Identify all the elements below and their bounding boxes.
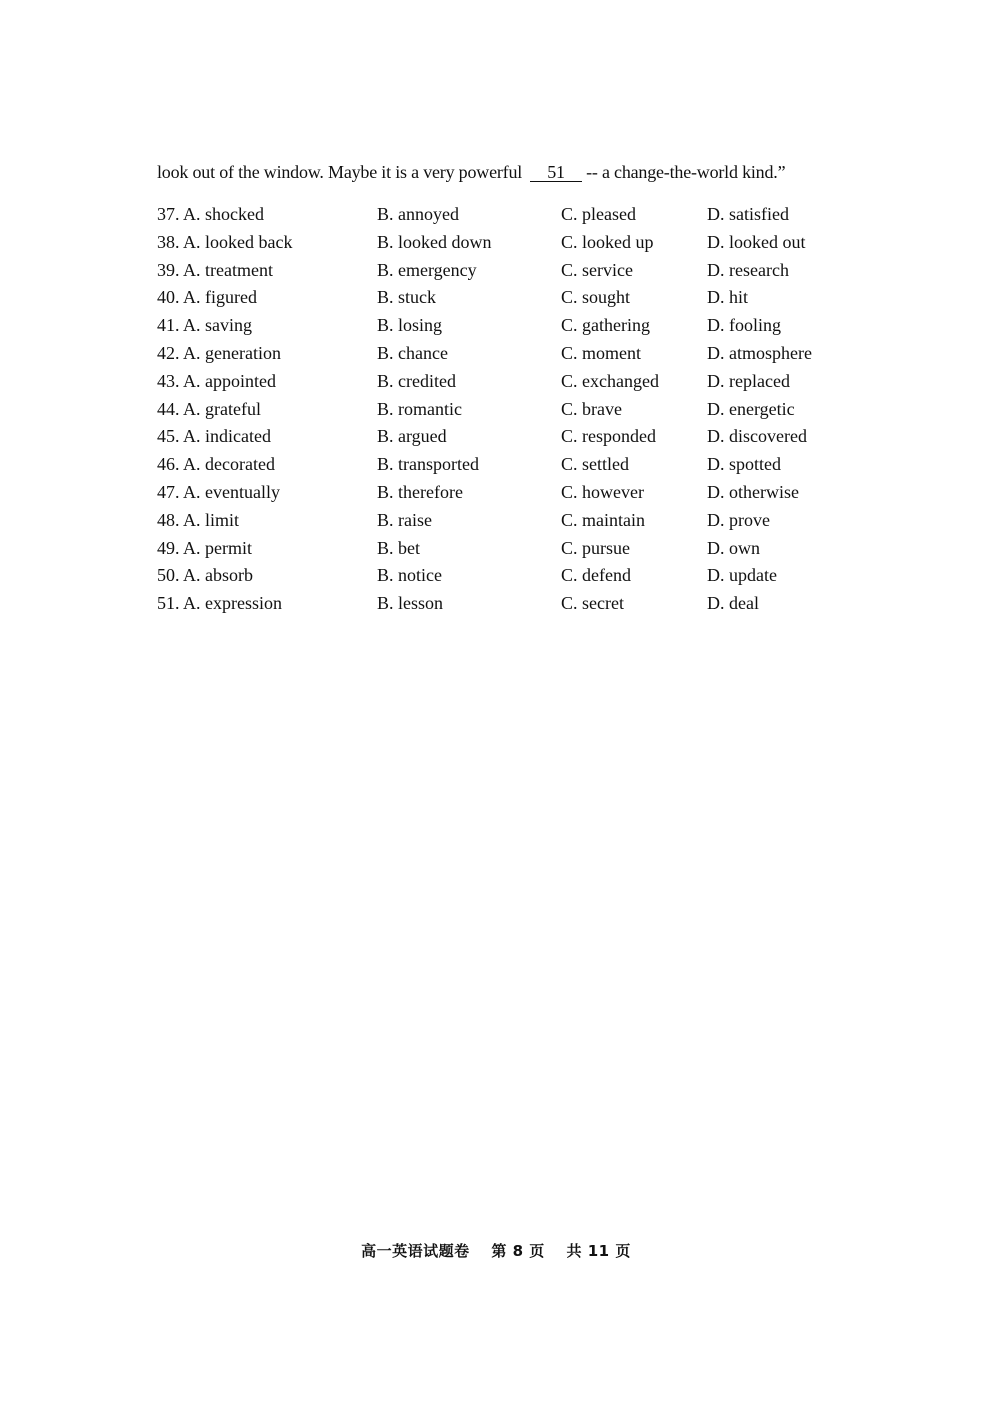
option-d: D. research: [707, 259, 789, 280]
option-d: D. atmosphere: [707, 342, 812, 363]
passage-text-before: look out of the window. Maybe it is a very powerful: [157, 162, 523, 182]
option-row: [157, 371, 857, 399]
option-row: [157, 204, 857, 232]
question-number: 49.: [157, 537, 180, 558]
option-a-text: A. appointed: [183, 370, 276, 391]
option-b: B. credited: [377, 370, 456, 391]
option-a-text: A. expression: [183, 593, 282, 614]
option-a: [157, 232, 292, 253]
option-a-text: A. shocked: [183, 204, 264, 224]
option-row: [157, 399, 857, 427]
option-a: [157, 287, 257, 308]
option-d: D. own: [707, 537, 760, 558]
passage-closing-line: [157, 162, 785, 183]
option-d: D. energetic: [707, 398, 795, 419]
option-c: C. responded: [561, 426, 656, 447]
option-b: B. losing: [377, 315, 443, 336]
option-a-text: A. limit: [183, 509, 240, 530]
option-c: C. defend: [561, 565, 631, 586]
option-a-text: A. permit: [183, 537, 253, 558]
option-a-text: A. eventually: [183, 481, 280, 502]
option-b: B. transported: [377, 454, 479, 475]
option-a-text: A. generation: [183, 342, 281, 363]
question-number: 40.: [157, 287, 180, 308]
option-row: [157, 538, 857, 566]
option-row: [157, 232, 857, 260]
option-c: C. pleased: [561, 204, 636, 224]
option-row: [157, 593, 857, 621]
option-a-text: A. treatment: [183, 259, 273, 280]
question-number: 41.: [157, 315, 180, 336]
option-row: [157, 287, 857, 315]
option-b: B. annoyed: [377, 204, 459, 224]
question-number: 50.: [157, 565, 180, 586]
option-c: C. settled: [561, 454, 629, 475]
option-a: [157, 538, 252, 559]
question-number: 42.: [157, 342, 180, 363]
option-c: C. gathering: [561, 315, 650, 336]
option-b: B. emergency: [377, 259, 477, 280]
footer-page: 第 8 页: [491, 1242, 545, 1260]
option-row: [157, 454, 857, 482]
option-a-text: A. saving: [183, 315, 253, 336]
option-a: [157, 482, 280, 503]
option-c: C. moment: [561, 342, 641, 363]
question-number: 51.: [157, 593, 180, 614]
option-b: B. looked down: [377, 231, 492, 252]
option-a: [157, 426, 271, 447]
option-d: D. otherwise: [707, 481, 799, 502]
option-c: C. however: [561, 481, 644, 502]
option-row: [157, 426, 857, 454]
option-b: B. stuck: [377, 287, 437, 308]
page-footer: [0, 1240, 992, 1261]
option-d: D. satisfied: [707, 204, 789, 224]
option-d: D. prove: [707, 509, 770, 530]
options-table: [157, 204, 857, 621]
question-number: 39.: [157, 259, 180, 280]
option-d: D. deal: [707, 593, 759, 614]
option-row: [157, 343, 857, 371]
option-a-text: A. grateful: [183, 398, 261, 419]
option-a: [157, 260, 273, 281]
option-b: B. raise: [377, 509, 432, 530]
option-b: B. chance: [377, 342, 448, 363]
option-row: [157, 315, 857, 343]
question-number: 38.: [157, 231, 180, 252]
question-number: 44.: [157, 398, 180, 419]
question-number: 45.: [157, 426, 180, 447]
question-number: 37.: [157, 204, 180, 224]
option-d: D. hit: [707, 287, 749, 308]
option-b: B. argued: [377, 426, 447, 447]
option-a: [157, 454, 275, 475]
option-a-text: A. figured: [183, 287, 257, 308]
option-a: [157, 371, 276, 392]
option-c: C. maintain: [561, 509, 645, 530]
footer-total: 共 11 页: [566, 1242, 631, 1260]
option-b: B. therefore: [377, 481, 463, 502]
footer-title: 高一英语试题卷: [361, 1242, 470, 1260]
question-number: 43.: [157, 370, 180, 391]
option-a-text: A. absorb: [183, 565, 254, 586]
question-number: 47.: [157, 481, 180, 502]
option-a: [157, 343, 281, 364]
option-b: B. bet: [377, 537, 420, 558]
option-d: D. discovered: [707, 426, 807, 447]
option-row: [157, 260, 857, 288]
option-d: D. fooling: [707, 315, 781, 336]
option-d: D. update: [707, 565, 777, 586]
option-a: [157, 315, 252, 336]
option-a: [157, 510, 239, 531]
blank-51: 51: [530, 163, 582, 182]
option-c: C. service: [561, 259, 633, 280]
option-row: [157, 510, 857, 538]
option-row: [157, 565, 857, 593]
option-b: B. notice: [377, 565, 442, 586]
option-c: C. looked up: [561, 231, 654, 252]
option-row: [157, 482, 857, 510]
question-number: 46.: [157, 454, 180, 475]
option-c: C. pursue: [561, 537, 630, 558]
option-d: D. looked out: [707, 231, 806, 252]
option-a-text: A. decorated: [183, 454, 275, 475]
option-a: [157, 399, 261, 420]
option-a: [157, 565, 253, 586]
question-number: 48.: [157, 509, 180, 530]
option-c: C. sought: [561, 287, 631, 308]
option-a: [157, 593, 282, 614]
option-c: C. secret: [561, 593, 624, 614]
option-c: C. brave: [561, 398, 622, 419]
option-a: [157, 204, 264, 225]
option-b: B. lesson: [377, 593, 444, 614]
option-b: B. romantic: [377, 398, 462, 419]
option-a-text: A. looked back: [183, 231, 293, 252]
option-a-text: A. indicated: [183, 426, 271, 447]
passage-text-after: -- a change-the-world kind.”: [586, 162, 786, 182]
option-d: D. replaced: [707, 370, 790, 391]
option-c: C. exchanged: [561, 370, 659, 391]
option-d: D. spotted: [707, 454, 781, 475]
